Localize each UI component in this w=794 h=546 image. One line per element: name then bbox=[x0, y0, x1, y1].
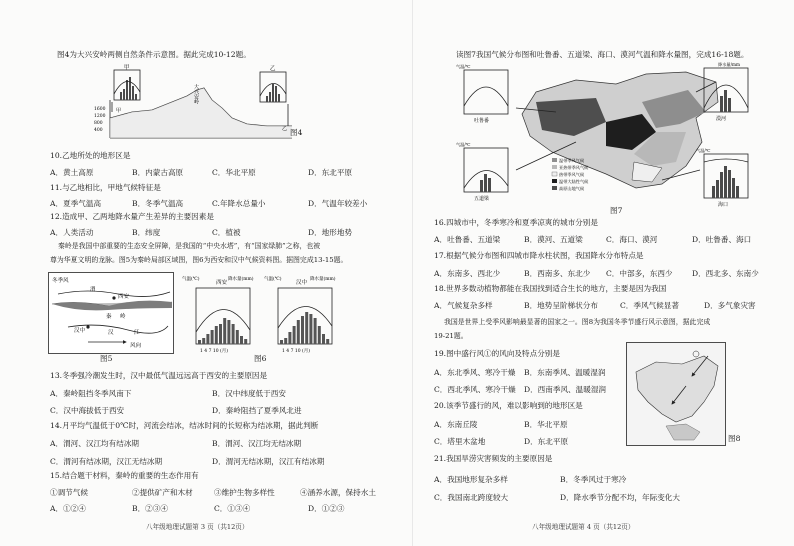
precip-bar bbox=[288, 332, 291, 344]
svg-text:乙: 乙 bbox=[282, 126, 288, 132]
page-4 bbox=[420, 0, 794, 546]
page-4-footer: 八年级地理试题第 4 页（共12页） bbox=[532, 523, 635, 531]
svg-text:甲: 甲 bbox=[116, 108, 122, 114]
fig6-xian-chart bbox=[182, 275, 254, 354]
precip-bar bbox=[227, 320, 230, 344]
q13-option-b[interactable]: B．汉中纬度低于西安 bbox=[212, 389, 286, 398]
svg-text:西安: 西安 bbox=[118, 294, 130, 300]
q15-item-1: ①调节气候 bbox=[50, 488, 88, 497]
svg-text:冬季风: 冬季风 bbox=[52, 278, 69, 284]
q14-option-b[interactable]: B．渭河、汉江均无结冰期 bbox=[212, 439, 302, 448]
svg-text:汉中: 汉中 bbox=[296, 280, 308, 286]
precip-bar bbox=[206, 334, 209, 344]
svg-text:1 4 7 10 (月): 1 4 7 10 (月) bbox=[282, 349, 311, 354]
precip-bar bbox=[301, 316, 304, 344]
q13-option-d[interactable]: D．秦岭阻挡了夏季风北进 bbox=[212, 406, 302, 415]
figure-7 bbox=[456, 62, 760, 212]
svg-text:800: 800 bbox=[94, 121, 103, 126]
q12-option-b[interactable]: B．纬度 bbox=[132, 228, 161, 237]
fig4-left-chart bbox=[114, 70, 140, 100]
svg-text:降水量(mm): 降水量(mm) bbox=[310, 277, 336, 282]
q15-option-c[interactable]: C．①③④ bbox=[214, 504, 251, 513]
svg-text:渭: 渭 bbox=[90, 287, 96, 293]
q14-option-d[interactable]: D．渭河无结冰期，汉江有结冰期 bbox=[212, 457, 325, 466]
svg-text:气温(℃): 气温(℃) bbox=[264, 277, 282, 282]
q17-option-d[interactable]: D．西北多、东南少 bbox=[692, 269, 759, 278]
precip-bar bbox=[223, 318, 226, 344]
precip-bar bbox=[280, 340, 283, 344]
q17-option-c[interactable]: C．中部多，东西少 bbox=[606, 269, 673, 278]
q21-option-c[interactable]: C．我国南北跨度较大 bbox=[434, 493, 509, 502]
q12-option-c[interactable]: C．植被 bbox=[212, 228, 241, 237]
q12-stem: 12.造成甲、乙两地降水量产生差异的主要因素是 bbox=[50, 212, 214, 221]
svg-text:温带季风气候: 温带季风气候 bbox=[559, 158, 585, 163]
svg-text:秦: 秦 bbox=[106, 314, 112, 320]
svg-text:乙: 乙 bbox=[270, 66, 276, 72]
q15-item-2: ②提供矿产和木材 bbox=[132, 488, 193, 497]
fig6-hanzhong-chart bbox=[264, 275, 336, 354]
precip-bar bbox=[240, 336, 243, 344]
svg-text:1 4 7 10 (月): 1 4 7 10 (月) bbox=[200, 349, 229, 354]
q19-option-c[interactable]: C．西北季风、寒冷干燥 bbox=[434, 385, 516, 394]
svg-text:降水量(mm): 降水量(mm) bbox=[228, 277, 254, 282]
precip-bar bbox=[232, 324, 235, 344]
figure-5-map bbox=[48, 272, 174, 354]
q15-option-b[interactable]: B．②③④ bbox=[132, 504, 168, 513]
q20-option-c[interactable]: C．塔里木盆地 bbox=[434, 437, 486, 446]
fig7-intro: 读图7我国气候分布图和吐鲁番、五道梁、海口、漠河气温和降水量图，完成16-18题。 bbox=[456, 50, 749, 59]
q10-option-b[interactable]: B．内蒙古高原 bbox=[132, 168, 184, 177]
svg-text:岭: 岭 bbox=[120, 314, 126, 320]
svg-text:气温/℃: 气温/℃ bbox=[456, 64, 471, 69]
precip-bar bbox=[198, 340, 201, 344]
q21-option-b[interactable]: B．冬季风过于寒冷 bbox=[560, 475, 627, 484]
page-3-footer: 八年级地理试题第 3 页（共12页） bbox=[146, 523, 249, 531]
precip-bar bbox=[309, 314, 312, 344]
fig5-intro-2: 尊为华夏文明的龙脉。图5为秦岭局部区域图，图6为西安和汉中气候资料图。据图完成13-15题。 bbox=[50, 256, 348, 264]
q19-option-d[interactable]: D．西南季风、温暖湿润 bbox=[524, 385, 607, 394]
q13-option-c[interactable]: C．汉中海拔低于西安 bbox=[50, 406, 125, 415]
fig8-intro-2: 19-21题。 bbox=[434, 332, 468, 340]
svg-text:400: 400 bbox=[94, 128, 103, 133]
precip-bar bbox=[293, 326, 296, 344]
precip-bar bbox=[284, 338, 287, 344]
q18-option-b[interactable]: B．地势呈阶梯状分布 bbox=[524, 301, 598, 310]
q10-option-d[interactable]: D．东北平原 bbox=[308, 168, 353, 177]
q18-option-c[interactable]: C．季风气候显著 bbox=[620, 301, 679, 310]
q19-option-b[interactable]: B．东南季风、温暖湿润 bbox=[524, 368, 606, 377]
q18-stem: 18.世界多数动植物都能在我国找到适合生长的地方，主要是因为我国 bbox=[434, 284, 667, 293]
precip-bar bbox=[322, 334, 325, 344]
svg-text:五道梁: 五道梁 bbox=[474, 196, 490, 202]
svg-text:汉: 汉 bbox=[108, 330, 114, 336]
q17-option-b[interactable]: B．西南多、东北少 bbox=[524, 269, 591, 278]
q17-option-a[interactable]: A．东南多、西北少 bbox=[434, 269, 501, 278]
q16-stem: 16.四城市中，冬季寒冷和夏季凉爽的城市分别是 bbox=[434, 218, 598, 227]
q19-stem: 19.图中盛行风①的风向及特点分别是 bbox=[434, 349, 560, 358]
svg-text:1200: 1200 bbox=[94, 114, 106, 119]
svg-text:江: 江 bbox=[134, 330, 140, 336]
q20-stem: 20.该季节盛行的风，难以影响到的地形区是 bbox=[434, 401, 583, 410]
precip-bar bbox=[236, 330, 239, 344]
q15-item-4: ④涵养水源，保持水土 bbox=[300, 488, 376, 497]
fig5-label: 图5 bbox=[100, 354, 113, 363]
q20-option-a[interactable]: A．东南丘陵 bbox=[434, 420, 478, 429]
q16-option-c[interactable]: C．海口、漠河 bbox=[606, 235, 658, 244]
q18-option-d[interactable]: D．多气象灾害 bbox=[704, 301, 756, 310]
precip-bar bbox=[314, 318, 317, 344]
svg-text:吐鲁番: 吐鲁番 bbox=[474, 118, 490, 124]
fig6-label: 图6 bbox=[254, 354, 267, 363]
fig8-label: 图8 bbox=[728, 434, 741, 443]
fig7-chart-haikou bbox=[696, 147, 748, 208]
q11-option-c[interactable]: C.年降水总量小 bbox=[212, 199, 266, 208]
svg-text:1600: 1600 bbox=[94, 107, 106, 112]
q10-option-c[interactable]: C．华北平原 bbox=[212, 168, 256, 177]
precip-bar bbox=[215, 326, 218, 344]
figure-6-charts bbox=[182, 274, 344, 358]
precip-bar bbox=[326, 339, 329, 344]
q16-option-d[interactable]: D．吐鲁番、海口 bbox=[692, 235, 752, 244]
q14-option-c[interactable]: C．渭河有结冰期，汉江无结冰期 bbox=[50, 457, 163, 466]
fig5-intro-1: 秦岭是我国中部重要的生态安全屏障，是我国的“中央水塔”，有“国家绿肺”之称，也被 bbox=[58, 242, 321, 250]
q12-option-d[interactable]: D．地形地势 bbox=[308, 228, 353, 237]
q21-stem: 21.我国旱涝灾害频发的主要原因是 bbox=[434, 454, 553, 463]
precip-bar bbox=[244, 339, 247, 344]
page-fold bbox=[412, 0, 413, 546]
fig7-chart-wudaoliang bbox=[456, 141, 508, 202]
fig7-chart-turpan bbox=[456, 63, 508, 124]
q11-option-d[interactable]: D．气温年较差小 bbox=[308, 199, 368, 208]
svg-text:气温/℃: 气温/℃ bbox=[696, 148, 711, 153]
q20-option-b[interactable]: B．华北平原 bbox=[524, 420, 568, 429]
q14-option-a[interactable]: A．渭河、汉江均有结冰期 bbox=[50, 439, 140, 448]
q14-stem: 14.月平均气温低于0℃时，河流会结冰，结冰时间的长短称为结冰期，据此判断 bbox=[50, 421, 319, 430]
fig4-right-chart bbox=[260, 72, 286, 102]
q16-option-b[interactable]: B．漠河、五道梁 bbox=[524, 235, 583, 244]
q11-option-b[interactable]: B．冬季气温高 bbox=[132, 199, 184, 208]
precip-bar bbox=[202, 338, 205, 344]
q15-option-d[interactable]: D．①②③ bbox=[308, 504, 345, 513]
q21-option-a[interactable]: A．我国地形复杂多样 bbox=[434, 475, 508, 484]
svg-text:海口: 海口 bbox=[718, 202, 729, 208]
q17-stem: 17.根据气候分布图和四城市降水柱状图，我国降水分布特点是 bbox=[434, 251, 644, 260]
fig4-intro: 图4为大兴安岭两侧自然条件示意图。据此完成10-12题。 bbox=[57, 50, 251, 59]
svg-text:热带季风气候: 热带季风气候 bbox=[559, 172, 585, 177]
svg-text:大兴安岭: 大兴安岭 bbox=[193, 84, 199, 104]
figure-8-map bbox=[626, 342, 726, 446]
q15-item-3: ③维护生物多样性 bbox=[214, 488, 275, 497]
svg-text:风向: 风向 bbox=[130, 343, 142, 349]
svg-text:高原山地气候: 高原山地气候 bbox=[559, 186, 585, 191]
svg-text:汉中: 汉中 bbox=[74, 328, 86, 334]
precip-bar bbox=[297, 320, 300, 344]
q11-stem: 11.与乙地相比，甲地气候特征是 bbox=[50, 183, 161, 192]
q19-option-a[interactable]: A．东北季风、寒冷干燥 bbox=[434, 368, 516, 377]
precip-bar bbox=[318, 326, 321, 344]
svg-text:气温(℃): 气温(℃) bbox=[182, 277, 200, 282]
svg-text:气温/℃: 气温/℃ bbox=[456, 142, 471, 147]
precip-bar bbox=[219, 324, 222, 344]
svg-text:亚热带季风气候: 亚热带季风气候 bbox=[559, 165, 589, 170]
svg-text:西安: 西安 bbox=[216, 280, 228, 286]
svg-text:漠河: 漠河 bbox=[716, 116, 727, 122]
svg-text:降水量/mm: 降水量/mm bbox=[718, 62, 740, 67]
svg-text:温带大陆性气候: 温带大陆性气候 bbox=[559, 179, 589, 184]
q15-stem: 15.结合题干材料，秦岭的重要的生态作用有 bbox=[50, 471, 199, 480]
precip-bar bbox=[211, 330, 214, 344]
q13-option-a[interactable]: A．秦岭阻挡冬季风南下 bbox=[50, 389, 132, 398]
precip-bar bbox=[305, 312, 308, 344]
q11-option-a[interactable]: A．夏季气温高 bbox=[50, 199, 102, 208]
q12-option-a[interactable]: A．人类活动 bbox=[50, 228, 94, 237]
q10-option-a[interactable]: A．黄土高原 bbox=[50, 168, 94, 177]
q10-stem: 10.乙地所处的地形区是 bbox=[50, 151, 131, 160]
q16-option-a[interactable]: A．吐鲁番、五道梁 bbox=[434, 235, 501, 244]
fig8-intro-1: 我国是世界上受季风影响最显著的国家之一。图8为我国冬季节盛行风示意图，据此完成 bbox=[444, 318, 711, 326]
q21-option-d[interactable]: D．降水季节分配不均，年际变化大 bbox=[560, 493, 680, 502]
q15-option-a[interactable]: A．①②④ bbox=[50, 504, 86, 513]
fig7-label: 图7 bbox=[610, 206, 623, 215]
svg-text:甲: 甲 bbox=[124, 65, 130, 71]
fig7-legend bbox=[552, 157, 589, 192]
q20-option-d[interactable]: D．东北平原 bbox=[524, 437, 569, 446]
q13-stem: 13.冬季强冷潮发生时，汉中最低气温远远高于西安的主要原因是 bbox=[50, 371, 268, 380]
q18-option-a[interactable]: A．气候复杂多样 bbox=[434, 301, 493, 310]
fig4-label: 图4 bbox=[290, 128, 303, 137]
